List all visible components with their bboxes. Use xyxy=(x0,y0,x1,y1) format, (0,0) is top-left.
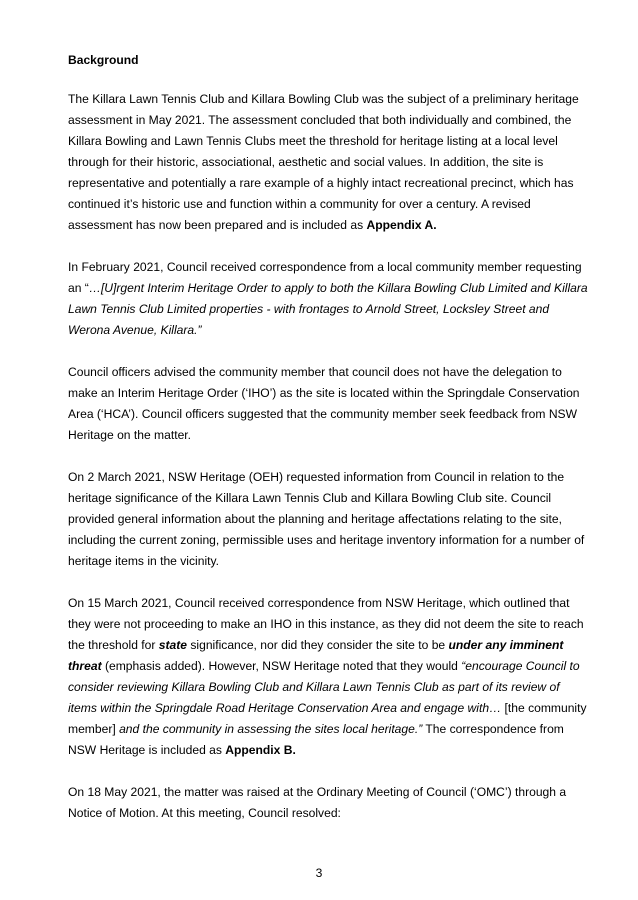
section-heading: Background xyxy=(68,53,139,67)
paragraph-oeh-request: On 2 March 2021, NSW Heritage (OEH) requested information from Council in relation to the heritage significance of the Killara Lawn Tennis Club and Killara Bowling Club site. Council provided general information about the planning and heritage affectations relating to the site, including the current zoning, permissible uses and heritage inventory information for a number of heritage items in the vicinity. xyxy=(68,470,585,568)
paragraph-text: significance, nor did they consider the site to be xyxy=(187,638,449,652)
paragraph-text: On 15 March 2021, Council received correspondence from NSW Heritage, which outlined that they were not proceeding to make an IHO in this instance, as they did not deem the site to reach the threshold for xyxy=(68,596,584,652)
bracketed-note: [the community member] xyxy=(68,701,587,736)
page-number: 3 xyxy=(315,866,323,880)
quoted-encouragement-end: and the community in assessing the sites local heritage.” xyxy=(119,722,423,736)
paragraph-text: In February 2021, Council received correspondence from a local community member requesting an “ xyxy=(68,260,582,295)
quoted-encouragement: “encourage Council to consider reviewing Killara Bowling Club and Killara Lawn Tennis Club as part of its review of items within the Springdale Road Heritage Conservation Area and engage with… xyxy=(68,659,580,715)
appendix-a-reference: Appendix A. xyxy=(366,218,437,232)
paragraph-text: The Killara Lawn Tennis Club and Killara Bowling Club was the subject of a preliminary heritage assessment in May 2021. The assessment concluded that both individually and combined, the Killara Bowling and Lawn Tennis Clubs meet the threshold for heritage listing at a local level through for their historic, associational, aesthetic and social values. In addition, the site is representative and potentially a rare example of a highly intact recreational precinct, which has continued it’s historic use and function within a community for over a century. A revised assessment has now been prepared and is included as xyxy=(68,92,579,232)
paragraph-omc-meeting: On 18 May 2021, the matter was raised at the Ordinary Meeting of Council (‘OMC’) through a Notice of Motion. At this meeting, Council resolved: xyxy=(68,785,567,820)
emphasis-state: state xyxy=(158,638,187,652)
paragraph-council-advice: Council officers advised the community member that council does not have the delegation to make an Interim Heritage Order (‘IHO’) as the site is located within the Springdale Conservation Area (‘HCA’). Council officers suggested that the community member seek feedback from NSW Heritage on the matter. xyxy=(68,365,580,442)
paragraph-nsw-heritage-response xyxy=(68,593,588,761)
emphasis-imminent-threat: under any imminent threat xyxy=(68,638,564,673)
paragraph-text: (emphasis added). However, NSW Heritage noted that they would xyxy=(101,659,462,673)
quoted-request: …[U]rgent Interim Heritage Order to apply to both the Killara Bowling Club Limited and Killara Lawn Tennis Club Limited properties - with frontages to Arnold Street, Locksley Street and Werona Avenue, Killara.” xyxy=(68,281,588,337)
document-page xyxy=(68,52,588,845)
appendix-b-reference: Appendix B. xyxy=(225,743,296,757)
paragraph-text: The correspondence from NSW Heritage is included as xyxy=(68,722,564,757)
paragraph-preliminary-assessment xyxy=(68,89,588,236)
paragraph-february-correspondence xyxy=(68,257,588,341)
